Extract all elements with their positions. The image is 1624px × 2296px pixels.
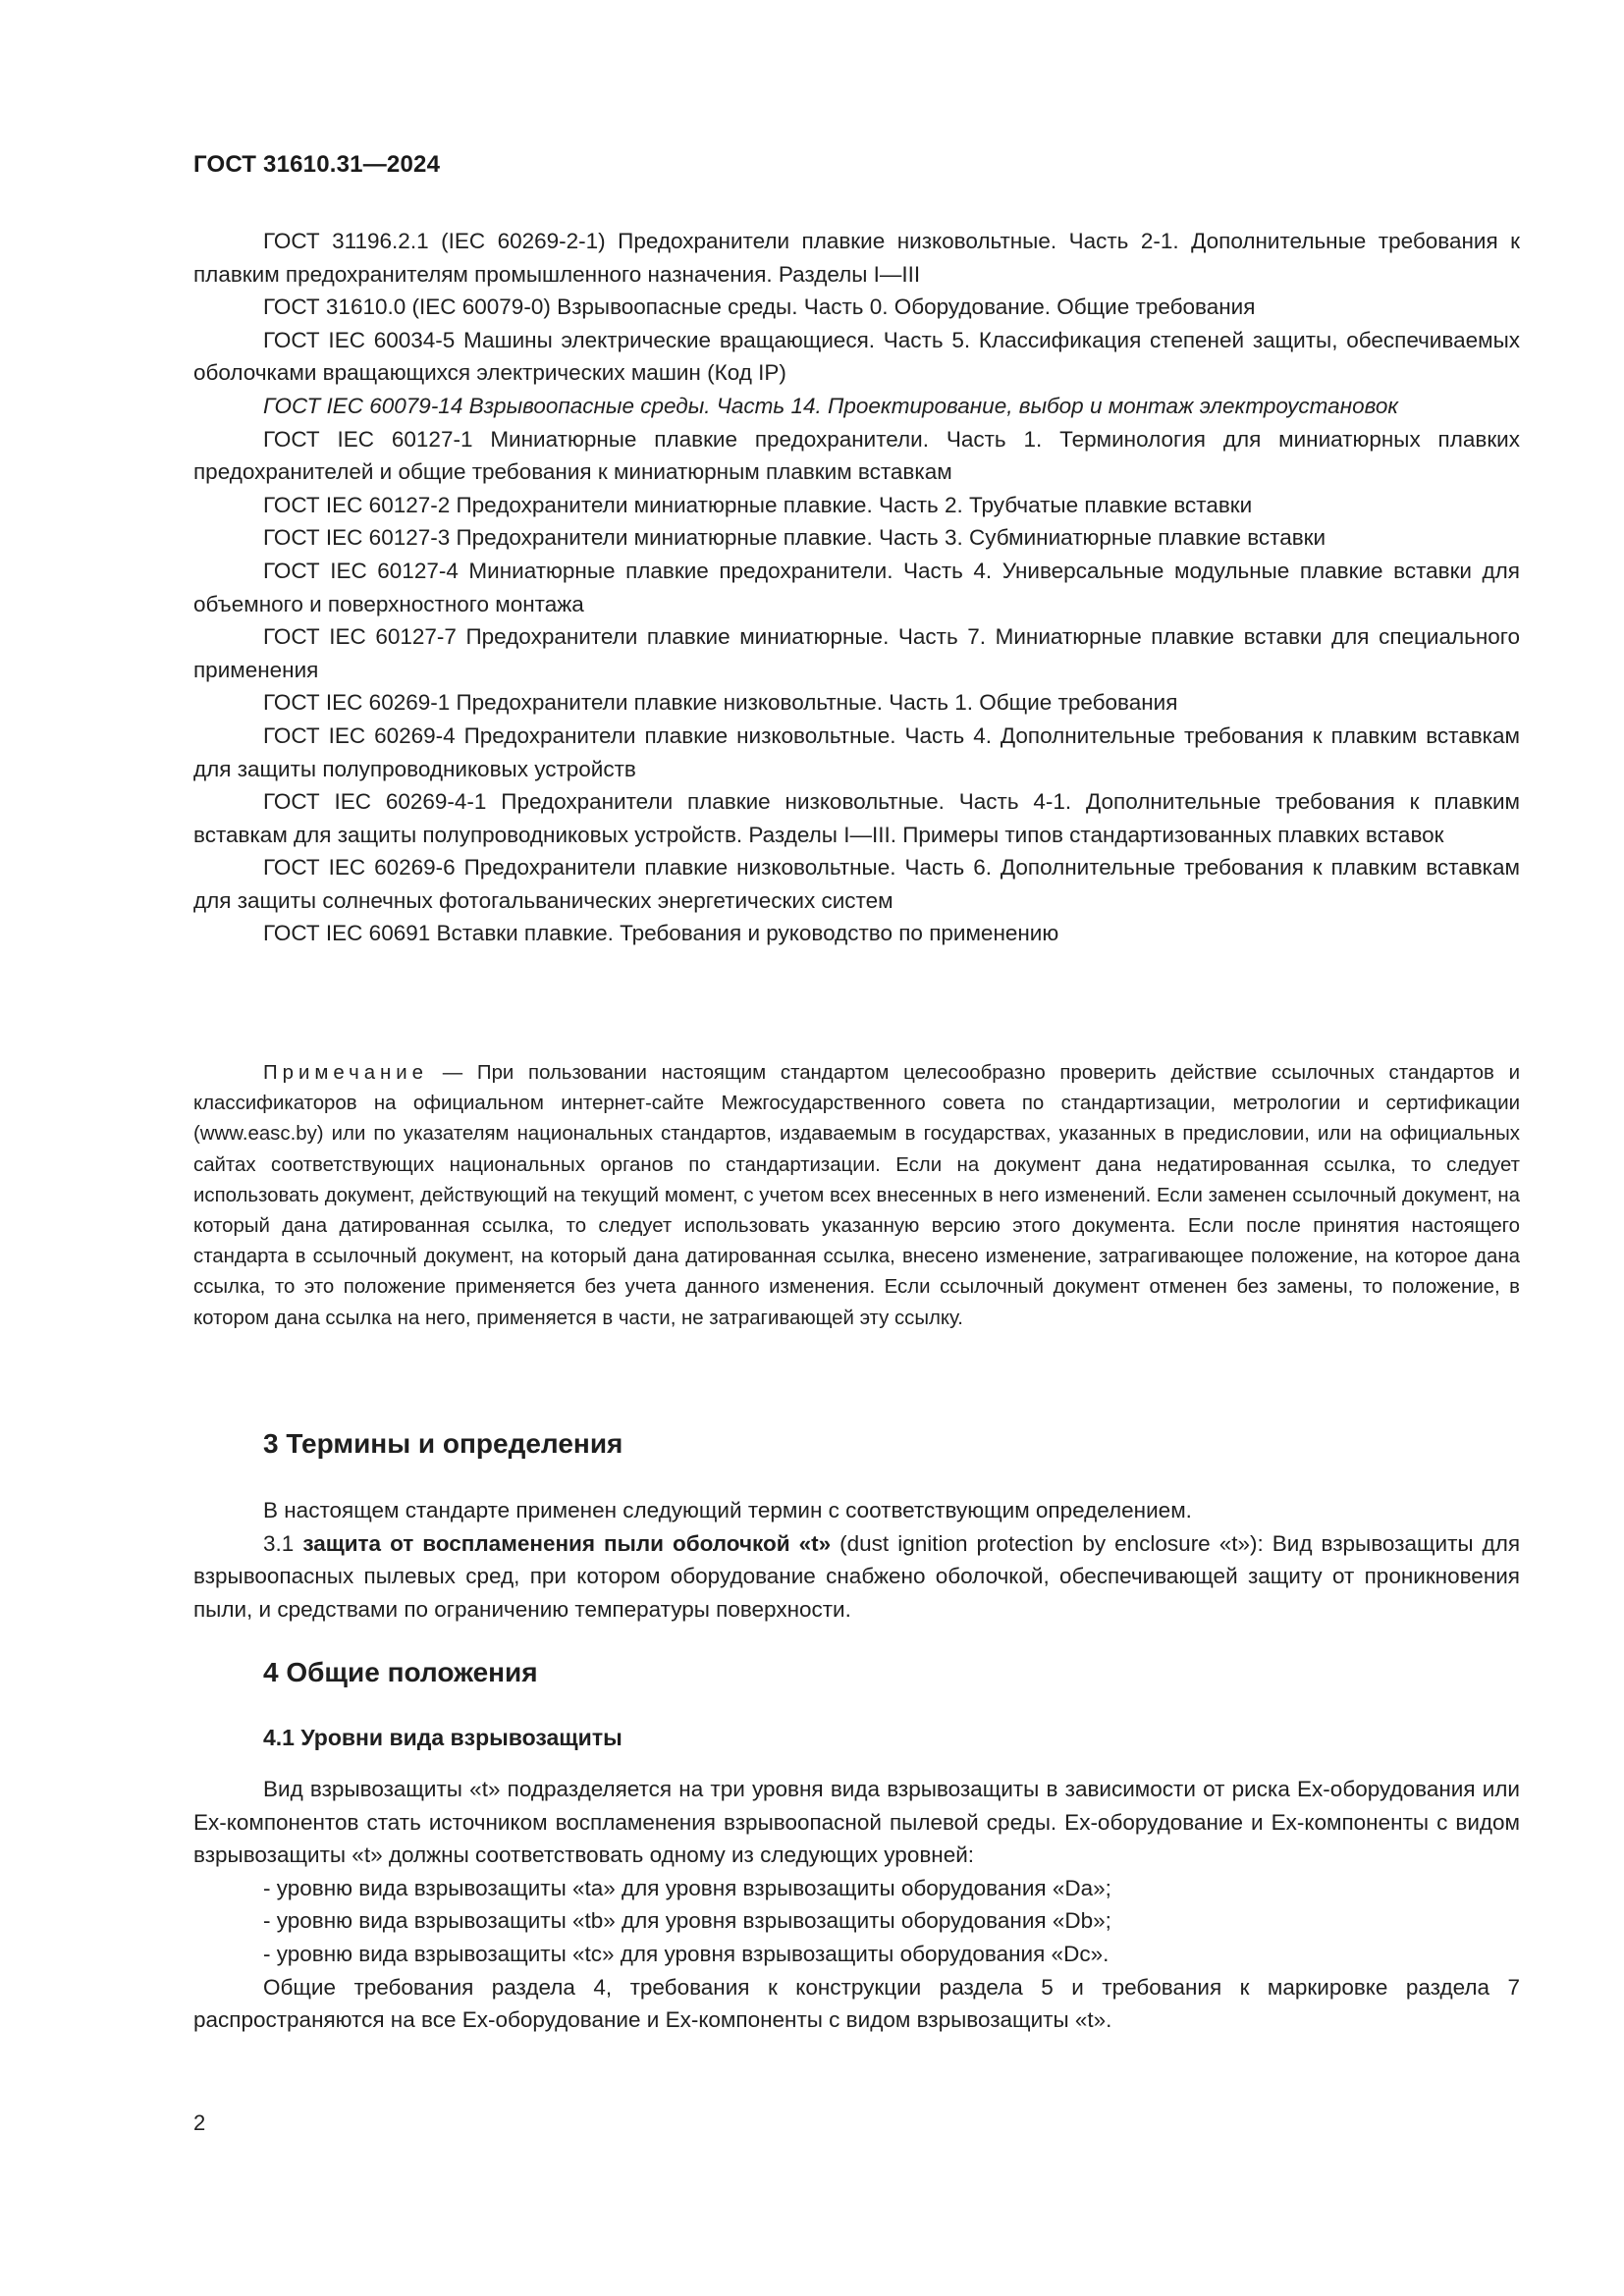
section-3-intro: В настоящем стандарте применен следующий термин с соответствующим определением. [263,1498,1192,1522]
section-3-body [193,1494,1520,1626]
reference-item: ГОСТ IEC 60127-3 Предохранители миниатюрные плавкие. Часть 3. Субминиатюрные плавкие вставки [263,525,1326,551]
reference-item: ГОСТ 31196.2.1 (IEC 60269-2-1) Предохранители плавкие низковольтные. Часть 2-1. Дополнительные требования к плавким предохранителям промышленного назначения. Разделы I—III [193,229,1520,287]
subsection-4-1-body [193,1773,1520,2037]
reference-item: ГОСТ IEC 60691 Вставки плавкие. Требования и руководство по применению [263,921,1059,946]
reference-item: ГОСТ IEC 60127-2 Предохранители миниатюрные плавкие. Часть 2. Трубчатые плавкие вставки [263,492,1253,517]
subsection-4-1-para2: Общие требования раздела 4, требования к конструкции раздела 5 и требования к маркировке раздела 7 распространяются на все Ex-оборудование и Ex-компоненты с видом взрывозащиты «t». [193,1974,1520,2033]
list-item: - уровню вида взрывозащиты «tb» для уровня взрывозащиты оборудования «Db»; [263,1908,1111,1934]
reference-item: ГОСТ IEC 60034-5 Машины электрические вращающиеся. Часть 5. Классификация степеней защиты, обеспечиваемых оболочками вращающихся электрических машин (Код IP) [193,327,1520,386]
document-header-id: ГОСТ 31610.31—2024 [193,151,441,178]
reference-item: ГОСТ IEC 60269-1 Предохранители плавкие низковольтные. Часть 1. Общие требования [263,690,1178,716]
term-name: защита от воспламенения пыли оболочкой «t» [302,1530,832,1556]
page-number: 2 [193,2110,206,2135]
normative-references-list [193,225,1520,950]
term-definition: (dust ignition protection by enclosure «t»): Вид взрывозащиты для взрывоопасных пылевых сред, при котором оборудование снабжено оболочкой, обеспечивающей защиту от проникновения пыли, и средствами по ограничению температуры поверхности. [193,1530,1521,1622]
reference-item: ГОСТ 31610.0 (IEC 60079-0) Взрывоопасные среды. Часть 0. Оборудование. Общие требования [263,294,1256,320]
references-note [193,1058,1520,1334]
reference-item: ГОСТ IEC 60127-1 Миниатюрные плавкие предохранители. Часть 1. Терминология для миниатюрных плавких предохранителей и общие требования к миниатюрным плавким вставкам [193,426,1520,485]
term-number: 3.1 [263,1530,303,1556]
reference-item-italic: ГОСТ IEC 60079-14 Взрывоопасные среды. Часть 14. Проектирование, выбор и монтаж электроустановок [263,393,1398,418]
list-item: - уровню вида взрывозащиты «tc» для уровня взрывозащиты оборудования «Dc». [263,1941,1110,1966]
subsection-4-1-heading: 4.1 Уровни вида взрывозащиты [263,1725,623,1750]
term-3-1 [193,1527,1520,1627]
section-3-heading: 3 Термины и определения [263,1428,623,1459]
reference-item: ГОСТ IEC 60269-4-1 Предохранители плавкие низковольтные. Часть 4-1. Дополнительные требования к плавким вставкам для защиты полупроводниковых устройств. Разделы I—III. Примеры типов стандартизованных плавких вставок [193,789,1520,847]
reference-item: ГОСТ IEC 60127-4 Миниатюрные плавкие предохранители. Часть 4. Универсальные модульные плавкие вставки для объемного и поверхностного монтажа [193,558,1520,616]
note-label: Примечание [263,1062,429,1084]
reference-item: ГОСТ IEC 60269-4 Предохранители плавкие низковольтные. Часть 4. Дополнительные требования к плавким вставкам для защиты полупроводниковых устройств [193,722,1520,781]
note-text: — При пользовании настоящим стандартом целесообразно проверить действие ссылочных стандартов и классификаторов на официальном интернет-сайте Межгосударственного совета по стандартизации, метрологии и сертификации (www.easc.by) или по указателям национальных стандартов, издаваемым в государствах, указанных в предисловии, или на официальных сайтах соответствующих национальных органов по стандартизации. Если на документ дана недатированная ссылка, то следует использовать документ, действующий на текущий момент, с учетом всех внесенных в него изменений. Если заменен ссылочный документ, на который дана датированная ссылка, то следует использовать указанную версию этого документа. Если после принятия настоящего стандарта в ссылочный документ, на который дана датированная ссылка, внесено изменение, затрагивающее положение, на которое дана ссылка, то это положение применяется без учета данного изменения. Если ссылочный документ отменен без замены, то положение, в котором дана ссылка на него, применяется в части, не затрагивающей эту ссылку. [193,1062,1520,1329]
subsection-4-1-para1: Вид взрывозащиты «t» подразделяется на три уровня вида взрывозащиты в зависимости от риска Ex-оборудования или Ex-компонентов стать источником воспламенения взрывоопасной пылевой среды. Ex-оборудование и Ex-компоненты с видом взрывозащиты «t» должны соответствовать одному из следующих уровней: [193,1777,1520,1868]
reference-item: ГОСТ IEC 60269-6 Предохранители плавкие низковольтные. Часть 6. Дополнительные требования к плавким вставкам для защиты солнечных фотогальванических энергетических систем [193,855,1520,913]
reference-item: ГОСТ IEC 60127-7 Предохранители плавкие миниатюрные. Часть 7. Миниатюрные плавкие вставки для специального применения [193,624,1520,682]
section-4-heading: 4 Общие положения [263,1657,538,1687]
list-item: - уровню вида взрывозащиты «ta» для уровня взрывозащиты оборудования «Da»; [263,1875,1111,1900]
